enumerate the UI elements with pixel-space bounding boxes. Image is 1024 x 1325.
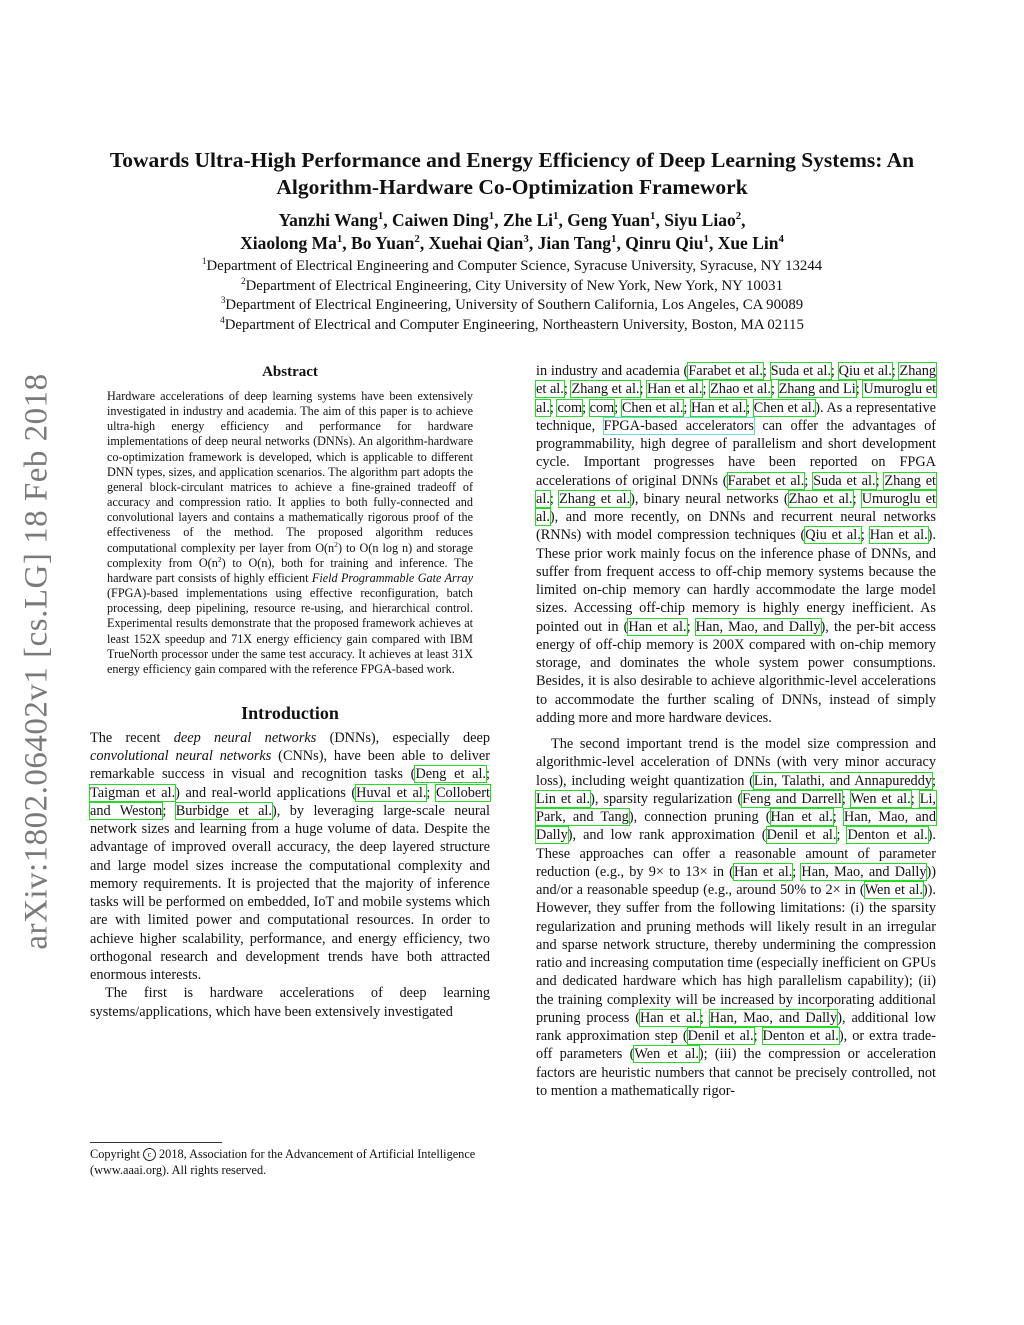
right-paragraph-2 xyxy=(536,735,936,1100)
author-name: Yanzhi Wang xyxy=(278,210,378,230)
author-list xyxy=(90,209,934,255)
citation-link[interactable]: Wen et al. xyxy=(634,1046,699,1063)
citation-link[interactable]: Denil et al. xyxy=(766,827,837,844)
text-run: ; xyxy=(804,472,814,489)
text-run: ), additional low rank approximation step ( xyxy=(536,1009,937,1044)
author-name: Zhe Li xyxy=(502,210,554,230)
citation-link[interactable]: Huval et al. xyxy=(356,784,427,801)
math-expression: O(n xyxy=(198,555,218,570)
text-run: ; xyxy=(486,766,490,783)
text-run: The second important trend is the model size compression and algorithmic-level acceleration of DNNs (with very minor accuracy loss), including weight quantization ( xyxy=(536,736,936,789)
text-run: ; xyxy=(614,399,622,416)
text-run: ), binary neural networks ( xyxy=(630,490,789,507)
author-name: Qinru Qiu xyxy=(625,233,704,253)
author-name: Xiaolong Ma xyxy=(240,233,337,253)
citation-link[interactable]: Deng et al. xyxy=(415,766,487,783)
author-name: Caiwen Ding xyxy=(392,210,489,230)
citation-link[interactable]: Han et al. xyxy=(770,809,833,825)
text-run: ; xyxy=(753,1028,763,1044)
footnote-text: 2018, Association for the Advancement of Artificial Intelligence (www.aaai.org). All rights reserved. xyxy=(90,1147,476,1177)
text-run: )). However, they suffer from the following limitations: (i) the sparsity regularization and pruning methods will likely result in an irregular and sparse network structure, thereby undermining the compression ratio and increasing computation time (especially inefficient on GPUs and dedicated hardware which has high parallelism capability); (ii) the training complexity will be increased by incorporating additional pruning process ( xyxy=(536,882,936,1026)
affiliation-mark: 1 xyxy=(336,233,343,246)
citation-link[interactable]: Zhang and Li xyxy=(778,381,856,398)
affiliation-4 xyxy=(90,316,934,336)
citation-link[interactable]: Han et al. xyxy=(733,863,793,880)
introduction-heading: Introduction xyxy=(241,702,339,723)
text-run: ), and more recently, on DNNs and recurrent neural networks (RNNs) with model compression techniques ( xyxy=(536,509,936,544)
math-exponent: 2 xyxy=(217,554,222,564)
abstract-text-part: , both for training and inference. The hardware part consists of highly efficient xyxy=(107,555,473,585)
citation-link[interactable]: Han et al. xyxy=(869,527,928,544)
text-run: ; xyxy=(841,790,851,807)
citation-link[interactable]: Wen et al. xyxy=(850,790,911,807)
emphasis: convolutional neural networks xyxy=(90,748,272,765)
citation-link[interactable]: Zhang et al. xyxy=(536,472,937,507)
citation-link[interactable]: Zhao et al. xyxy=(788,490,853,507)
text-run: ; xyxy=(702,381,711,398)
text-run: ), the per-bit access energy of off-chip memory is 200X compared with on-chip memory storage, and dominates the whole system power consumptions. Besides, it is also desirable to achieve algorithmic-level accelerations to accommodate the further scaling of DNNs, instead of simply adding more and more hardware devices. xyxy=(536,618,936,726)
citation-link[interactable]: Denton et al. xyxy=(847,827,928,844)
affiliation-1 xyxy=(90,257,934,277)
text-run: ; xyxy=(770,381,779,398)
affiliation-mark: 2 xyxy=(735,210,742,223)
affiliation-number: 4 xyxy=(220,314,225,325)
citation-link[interactable]: Wen et al. xyxy=(864,882,923,898)
author-name: Xue Lin xyxy=(717,233,779,253)
affiliation-mark: 1 xyxy=(703,233,709,246)
text-run: ; xyxy=(891,363,900,379)
affiliation-text: Department of Electrical and Computer Engineering, Northeastern University, Boston, MA 02115 xyxy=(224,316,804,333)
affiliation-mark: 2 xyxy=(414,233,420,246)
citation-link[interactable]: Farabet et al. xyxy=(727,472,805,489)
abstract-emphasis: Field Programmable Gate Array xyxy=(311,570,473,585)
citation-link[interactable]: Han et al. xyxy=(690,399,747,416)
text-run: The recent xyxy=(90,729,174,746)
affiliation-text: Department of Electrical Engineering, City University of New York, New York, NY 10031 xyxy=(245,277,783,294)
affiliation-2 xyxy=(90,277,934,297)
abstract-text-part: to xyxy=(225,555,249,570)
right-column xyxy=(536,362,936,1100)
introduction-paragraph-1 xyxy=(90,729,490,985)
text-run: ; xyxy=(686,618,696,635)
author-name: Siyu Liao xyxy=(664,210,736,230)
text-run: ), and low rank approximation ( xyxy=(567,827,767,844)
text-run: ; xyxy=(932,772,936,789)
math-expression: O(n log n) xyxy=(359,540,413,555)
text-run: ), connection pruning ( xyxy=(628,809,771,825)
text-run: (DNNs), especially deep xyxy=(316,729,490,746)
affiliation-mark: 1 xyxy=(611,233,617,246)
citation-link[interactable]: Han, Mao, and Dally xyxy=(801,863,927,880)
text-run: ), sparsity regularization ( xyxy=(590,790,743,807)
affiliation-mark: 1 xyxy=(488,210,495,223)
text-run: ; xyxy=(762,363,771,379)
author-name: Xuehai Qian xyxy=(428,233,524,253)
text-run: ; xyxy=(832,809,844,825)
text-run: ); (iii) the compression or acceleration factors are heuristic numbers that cannot be precisely controlled, not to mention a mathematically rigor- xyxy=(536,1046,937,1099)
citation-link[interactable]: Li, Park, and Tang xyxy=(536,790,936,825)
affiliation-list xyxy=(90,257,934,335)
copyright-icon: c xyxy=(143,1148,156,1161)
citation-link[interactable]: com xyxy=(589,399,615,416)
paper-title: Towards Ultra-High Performance and Energy Efficiency of Deep Learning Systems: An Algorithm-Hardware Co-Optimization Framework xyxy=(109,148,915,199)
affiliation-text: Department of Electrical Engineering and Computer Science, Syracuse University, Syracuse, NY 13244 xyxy=(206,258,823,274)
footnote-text: Copyright xyxy=(90,1147,143,1161)
author-line-1: Yanzhi Wang$^1$, Caiwen Ding$^1$, Zhe Li$^1$, Geng Yuan$^1$, Siyu Liao$^2$, xyxy=(278,210,746,230)
text-run: (CNNs), have been able to deliver remarkable success in visual and recognition tasks ( xyxy=(90,748,490,783)
math-exponent: 2 xyxy=(334,539,338,549)
math-expression: ) xyxy=(221,555,226,570)
affiliation-number: 2 xyxy=(241,275,246,286)
text-run: ; xyxy=(549,490,560,507)
citation-link[interactable]: Denil et al. xyxy=(687,1028,754,1044)
text-run: ; xyxy=(549,399,558,416)
author-line-2: Xiaolong Ma$^1$, Bo Yuan$^2$, Xuehai Qian$^3$, Jian Tang$^1$, Qinru Qiu$^1$, Xue Lin$^4$ xyxy=(240,233,784,253)
text-run: ; xyxy=(563,381,572,398)
citation-link[interactable]: Zhang et al. xyxy=(536,363,937,398)
author-name: Geng Yuan xyxy=(567,210,651,230)
citation-link[interactable]: Burbidge et al. xyxy=(175,802,272,819)
citation-link[interactable]: Qiu et al. xyxy=(838,363,892,379)
citation-link[interactable]: Zhao et al. xyxy=(710,381,771,398)
citation-link[interactable]: com xyxy=(557,399,583,416)
citation-link[interactable]: Chen et al. xyxy=(621,399,684,416)
text-run: ; xyxy=(910,790,920,807)
text-run: ). These approaches can offer a reasonable amount of parameter reduction (e.g., by 9× to 13× in ( xyxy=(536,827,937,880)
citation-link[interactable]: Han et al. xyxy=(639,1009,700,1026)
affiliation-3 xyxy=(90,296,934,316)
text-run: ; xyxy=(582,399,590,416)
citation-link[interactable]: Umuroglu et al. xyxy=(536,490,937,525)
text-run: ) and real-world applications ( xyxy=(175,784,357,801)
affiliation-mark: 3 xyxy=(523,233,529,246)
abstract-text xyxy=(107,389,473,677)
arxiv-identifier-text: arXiv:1802.06402v1 [cs.LG] 18 Feb 2018 xyxy=(18,372,55,950)
introduction-paragraph-2: The first is hardware accelerations of deep learning systems/applications, which have been extensively investigated xyxy=(90,985,490,1020)
citation-link[interactable]: Han, Mao, and Dally xyxy=(709,1009,838,1026)
text-run: ; xyxy=(830,363,839,379)
author-name: Jian Tang xyxy=(537,233,612,253)
fpga-accelerators-link[interactable]: FPGA-based accelerators xyxy=(603,417,754,434)
affiliation-mark: 1 xyxy=(377,210,384,223)
abstract-heading: Abstract xyxy=(262,364,318,380)
affiliation-number: 3 xyxy=(220,295,226,306)
abstract-text-part: (FPGA)-based implementations using effective reconfiguration, batch processing, deep pipelining, resource re-using, and hierarchical control. Experimental results demonstrate that the proposed framework achieves at least 152X speedup and 71X energy efficiency gain compared with IBM TrueNorth processor under the same test accuracy. It achieves at least 31X energy efficiency gain compared with the reference FPGA-based work. xyxy=(107,586,473,676)
citation-link[interactable]: Feng and Darrell xyxy=(742,790,842,807)
author-name: Bo Yuan xyxy=(351,233,415,253)
text-run: can offer the advantages of programmability, high degree of parallelism and short development cycle. Important progresses have been reported on FPGA accelerations of original DNNs ( xyxy=(536,417,936,489)
citation-link[interactable]: Chen et al. xyxy=(753,399,816,416)
text-run: ; xyxy=(875,472,885,489)
math-expression: O(n) xyxy=(248,555,272,570)
right-paragraph-1 xyxy=(536,362,936,727)
text-run: ; xyxy=(426,784,436,801)
affiliation-mark: 1 xyxy=(650,210,656,223)
citation-link[interactable]: Taigman et al. xyxy=(90,784,176,801)
text-run: ; xyxy=(639,381,648,398)
text-run: ; xyxy=(836,827,848,844)
abstract-text-part: and storage complexity from xyxy=(107,540,474,570)
text-run: ). As a representative technique, xyxy=(536,399,937,434)
citation-link[interactable]: Han et al. xyxy=(647,381,703,398)
text-run: ; xyxy=(860,527,870,544)
citation-link[interactable]: Lin et al. xyxy=(536,790,591,807)
citation-link[interactable]: Zhang et al. xyxy=(559,490,631,507)
text-run: ; xyxy=(792,863,802,880)
copyright-footnote xyxy=(90,1142,490,1178)
footnote-rule xyxy=(90,1142,222,1143)
abstract xyxy=(107,364,473,677)
citation-link[interactable]: Han et al. xyxy=(628,618,687,635)
citation-link[interactable]: Collobert and Weston xyxy=(90,784,490,819)
math-expression: ) xyxy=(337,540,342,555)
citation-link[interactable]: Han, Mao, and Dally xyxy=(536,809,936,844)
text-run: ; xyxy=(162,802,176,819)
affiliation-text: Department of Electrical Engineering, University of Southern California, Los Angeles, CA 90089 xyxy=(225,297,804,314)
math-expression: O(n xyxy=(315,540,335,555)
emphasis: deep neural networks xyxy=(173,729,317,746)
affiliation-mark: 1 xyxy=(553,210,559,223)
citation-link[interactable]: Farabet et al. xyxy=(688,363,763,379)
text-run: ; xyxy=(855,381,864,398)
text-run: ), by leveraging large-scale neural network sizes and learning from a huge volume of data. Despite the advantage of improved overall accuracy, the deep layered structure and large model sizes increase the computational complexity and memory requirements. It is projected that the majority of inference tasks will be performed on embedded, IoT and mobile systems which are with limited power and computational resources. In order to achieve higher scalability, performance, and energy efficiency, two orthogonal research and development trends have both attracted enormous interests. xyxy=(90,802,490,984)
citation-link[interactable]: Zhang et al. xyxy=(571,381,640,398)
text-run: in industry and academia ( xyxy=(536,363,689,379)
citation-link[interactable]: Lin, Talathi, and Annapureddy xyxy=(753,772,933,789)
abstract-text-part: to xyxy=(342,540,360,555)
citation-link[interactable]: Han, Mao, and Dally xyxy=(695,618,821,635)
text-run: ), or extra trade-off parameters ( xyxy=(536,1028,937,1063)
arxiv-identifier xyxy=(12,345,62,977)
left-column xyxy=(90,364,490,1021)
abstract-text-part: Hardware accelerations of deep learning systems have been extensively investigated in industry and academia. The aim of this paper is to achieve ultra-high energy efficiency and performance for hardware implementations of deep neural networks (DNNs). An algorithm-hardware co-optimization framework is developed, which is applicable to different DNN types, sizes, and application scenarios. The algorithm part adopts the general block-circulant matrices to achieve a fine-grained tradeoff of accuracy and compression ratio. It applies to both fully-connected and convolutional layers and contains a mathematically rigorous proof of the effectiveness of the method. The proposed algorithm reduces computational complexity per layer from xyxy=(107,389,473,555)
citation-link[interactable]: Suda et al. xyxy=(813,472,876,489)
text-run: ; xyxy=(746,399,754,416)
affiliation-mark: 4 xyxy=(778,233,784,246)
text-run: ; xyxy=(683,399,691,416)
text-run: ). These prior work mainly focus on the inference phase of DNNs, and suffer from frequent access to off-chip memory systems because the limited on-chip memory can hardly accommodate the large model sizes. Accessing off-chip memory is highly energy inefficient. As pointed out in ( xyxy=(536,527,936,635)
citation-link[interactable]: Umuroglu et al. xyxy=(536,381,937,416)
citation-link[interactable]: Denton et al. xyxy=(762,1028,839,1044)
text-run: ; xyxy=(852,490,862,507)
affiliation-number: 1 xyxy=(201,256,207,267)
citation-link[interactable]: Qiu et al. xyxy=(805,527,861,544)
text-run: ; xyxy=(699,1009,710,1026)
text-run: )) and/or a reasonable speedup (e.g., around 50% to 2× in ( xyxy=(536,863,937,898)
citation-link[interactable]: Suda et al. xyxy=(770,363,831,379)
